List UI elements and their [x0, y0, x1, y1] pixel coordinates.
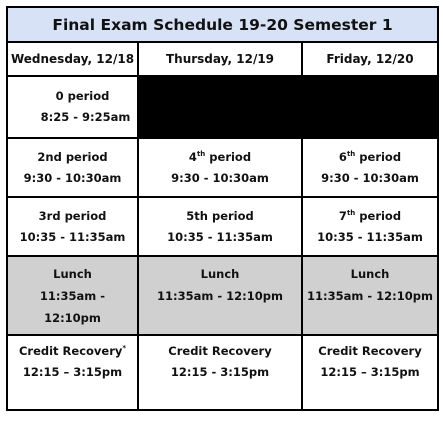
- exam-schedule-table: [6, 6, 439, 411]
- lunch-label: Lunch: [53, 266, 92, 281]
- period-time: 10:35 - 11:35am: [19, 229, 126, 244]
- period-label: period: [355, 208, 402, 223]
- lunch-label: Lunch: [200, 266, 240, 281]
- lunch-time-start: 11:35am -: [39, 288, 106, 303]
- period-number: 2nd: [37, 149, 62, 164]
- period-suffix: th: [196, 149, 206, 158]
- day-header-wednesday: Wednesday, 12/18: [7, 42, 138, 76]
- credit-recovery-cell-friday: [302, 335, 438, 410]
- lunch-time: 11:35am - 12:10pm: [157, 288, 283, 303]
- zero-period-cell: [7, 76, 138, 138]
- credit-recovery-time: 12:15 – 3:15pm: [22, 365, 123, 379]
- day-header-friday: Friday, 12/20: [302, 42, 438, 76]
- period-time: 9:30 - 10:30am: [321, 170, 419, 185]
- period-time: 9:30 - 10:30am: [23, 170, 122, 185]
- period-cell-3rd: [7, 197, 138, 256]
- lunch-time: 11:35am - 12:10pm: [307, 288, 433, 303]
- period-cell-6th: [302, 138, 438, 197]
- period-number: 4: [188, 149, 197, 164]
- credit-recovery-label: Credit Recovery: [168, 344, 272, 358]
- period-cell-5th: [138, 197, 302, 256]
- period-number: 3rd: [38, 208, 61, 223]
- period-time: 10:35 - 11:35am: [317, 229, 423, 244]
- period-time: 10:35 - 11:35am: [167, 229, 273, 244]
- period-number: 5th: [186, 208, 208, 223]
- period-time: 9:30 - 10:30am: [171, 170, 269, 185]
- period-label: period: [205, 149, 252, 164]
- period-label: period: [207, 208, 254, 223]
- credit-recovery-cell-wednesday: [7, 335, 138, 410]
- credit-recovery-cell-thursday: [138, 335, 302, 410]
- period-suffix: th: [346, 149, 356, 158]
- period-label: period: [60, 208, 107, 223]
- zero-period-time: 8:25 - 9:25am: [40, 110, 131, 124]
- credit-recovery-label: Credit Recovery: [18, 344, 123, 358]
- lunch-time-end: 12:10pm: [44, 310, 101, 325]
- period-cell-7th: [302, 197, 438, 256]
- schedule-title: Final Exam Schedule 19-20 Semester 1: [7, 7, 438, 42]
- zero-period-label: 0 period: [55, 89, 110, 103]
- period-suffix: th: [346, 208, 356, 217]
- lunch-label: Lunch: [350, 266, 390, 281]
- blocked-out-cell: [138, 76, 438, 138]
- footnote-mark: *: [122, 344, 127, 353]
- lunch-cell-friday: [302, 256, 438, 335]
- period-label: period: [61, 149, 108, 164]
- period-number: 7: [338, 208, 347, 223]
- period-cell-4th: [138, 138, 302, 197]
- period-cell-2nd: [7, 138, 138, 197]
- lunch-cell-thursday: [138, 256, 302, 335]
- credit-recovery-time: 12:15 – 3:15pm: [320, 365, 420, 379]
- period-label: period: [355, 149, 402, 164]
- lunch-cell-wednesday: [7, 256, 138, 335]
- period-number: 6: [338, 149, 347, 164]
- credit-recovery-time: 12:15 - 3:15pm: [170, 365, 270, 379]
- credit-recovery-label: Credit Recovery: [318, 344, 422, 358]
- day-header-thursday: Thursday, 12/19: [138, 42, 302, 76]
